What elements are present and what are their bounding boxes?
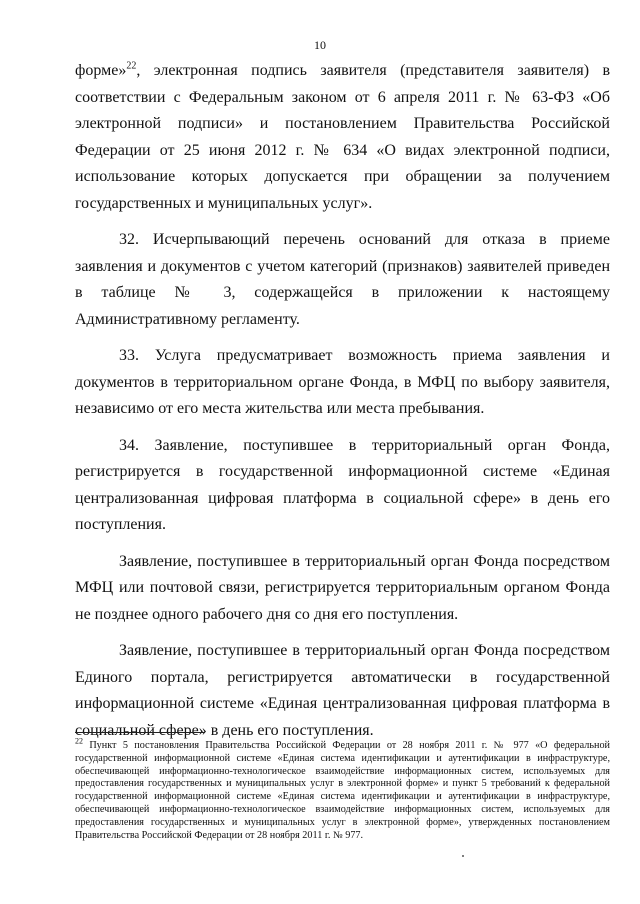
paragraph-32: 32. Исчерпывающий перечень оснований для отказа в приеме заявления и документов с учетом категорий (признаков) заявителей приведен в таблице № 3, содержащейся в приложении к настоящему Административному регламенту. (75, 231, 610, 328)
footnote-marker: 22 (75, 736, 83, 746)
paragraph-continuation-rest: , электронная подпись заявителя (представителя заявителя) в соответствии с Федеральным законом от 6 апреля 2011 г. № 63-ФЗ «Об электронной подписи» и постановлением Правительства Российской Федерации от 25 июня 2012 г. № 634 «О видах электронной подписи, использование которых допускается при обращении за получением государственных и муниципальных услуг». (75, 62, 610, 212)
scan-speck (462, 855, 464, 857)
document-body (75, 58, 610, 754)
footnote (75, 736, 610, 842)
footnote-reference[interactable]: 22 (126, 60, 137, 72)
paragraph-34-mfc: Заявление, поступившее в территориальный орган Фонда посредством МФЦ или почтовой связи, регистрируется территориальным органом Фонда не позднее одного рабочего дня со дня его поступления. (75, 552, 610, 623)
paragraph-continuation (75, 58, 610, 217)
paragraph-34: 34. Заявление, поступившее в территориальный орган Фонда, регистрируется в государственной информационной системе «Единая централизованная цифровая платформа в социальной сфере» в день его поступления. (75, 436, 610, 533)
paragraph-33: 33. Услуга предусматривает возможность приема заявления и документов в территориальном органе Фонда, в МФЦ по выбору заявителя, независимо от его места жительства или места пребывания. (75, 347, 610, 417)
paragraph-continuation-lead: форме» (75, 62, 127, 79)
footnote-text: Пункт 5 постановления Правительства Российской Федерации от 28 ноября 2011 г. № 977 «О федеральной государственной информационной системе «Единая система идентификации и аутентификации в инфраструктуре, обеспечивающей информационно-технологическое взаимодействие информационных систем, используемых для предоставления государственных и муниципальных услуг в электронной форме» и пункт 5 требований к федеральной государственной информационной системе «Единая система идентификации и аутентификации в инфраструктуре, обеспечивающей информационно-технологическое взаимодействие информационных систем, используемых для предоставления государственных и муниципальных услуг в электронной форме», утвержденных постановлением Правительства Российской Федерации от 28 ноября 2011 г. № 977. (75, 740, 610, 841)
page-number: 10 (314, 38, 326, 52)
paragraph-34-portal: Заявление, поступившее в территориальный орган Фонда посредством Единого портала, регистрируется автоматически в государственной информационной системе «Единая централизованная цифровая платформа в социальной сфере» в день его поступления. (75, 642, 610, 739)
footnote-separator (75, 732, 205, 733)
